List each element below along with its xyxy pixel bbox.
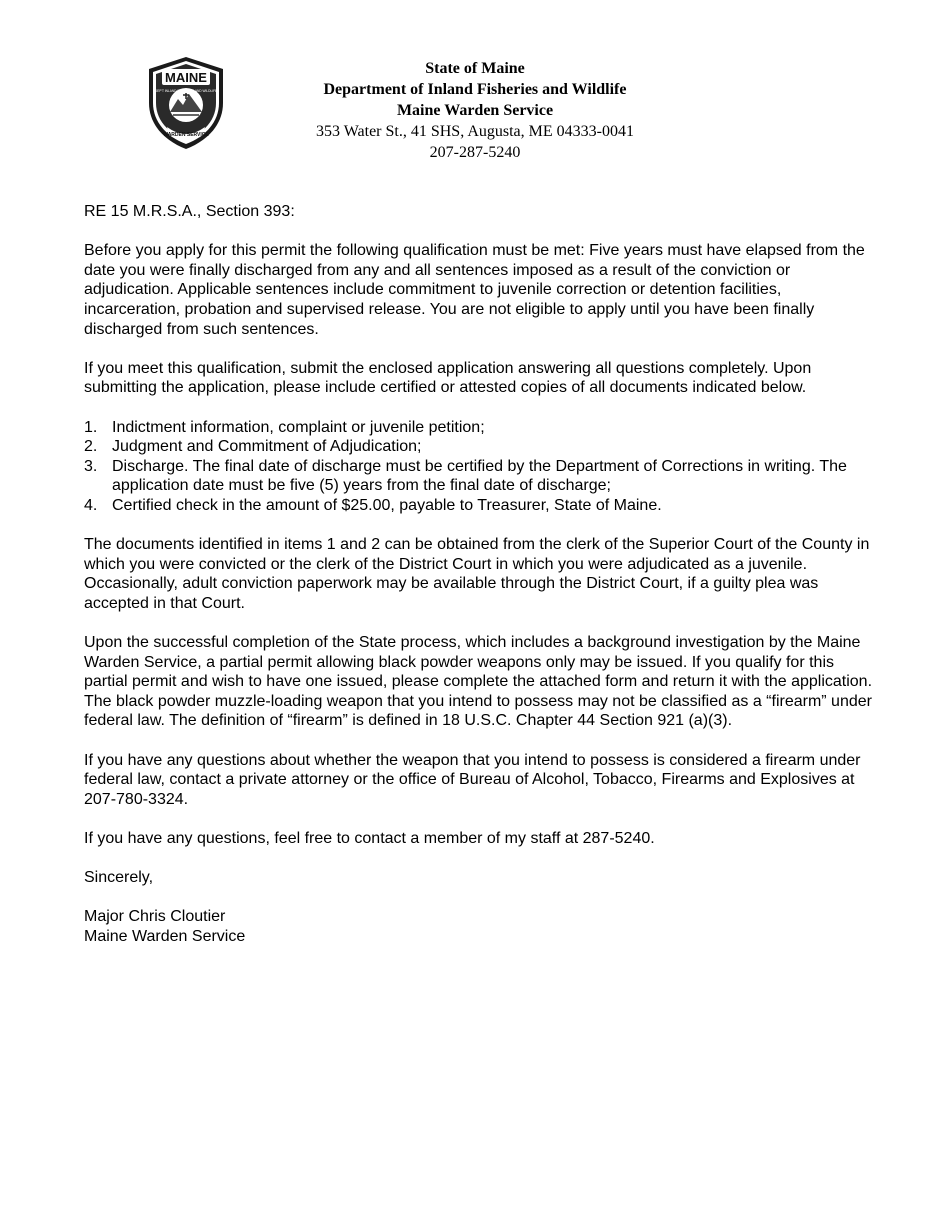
letterhead-service: Maine Warden Service <box>396 102 554 119</box>
paragraph-documents-source: The documents identified in items 1 and 2 can be obtained from the clerk of the Superior Court of the County in which you were convicted or the clerk of the District Court in which you were adjudicated as a juvenile. Occasionally, adult conviction paperwork may be available through the District Court, if a guilty plea was accepted in that Court. <box>84 536 870 612</box>
svg-text:DEP'T INLAND FISHERIES AND WIL: DEP'T INLAND FISHERIES AND WILDLIFE <box>154 89 218 93</box>
list-item: 4. Certified check in the amount of $25.00, payable to Treasurer, State of Maine. <box>84 496 662 514</box>
list-item: 1. Indictment information, complaint or juvenile petition; <box>84 418 485 436</box>
letterhead-address: 353 Water St., 41 SHS, Augusta, ME 04333-0041 <box>316 123 634 140</box>
signer-name: Major Chris Cloutier <box>84 908 226 926</box>
letterhead-department: Department of Inland Fisheries and Wildlife <box>323 81 627 98</box>
re-line: RE 15 M.R.S.A., Section 393: <box>84 203 295 220</box>
letter-body <box>84 202 874 947</box>
closing: Sincerely, <box>84 869 154 887</box>
letterhead <box>280 58 670 163</box>
paragraph-qualification: Before you apply for this permit the following qualification must be met: Five years must have elapsed from the date you were finally discharged from any and all sentences imposed as a result of the conviction or adjudication. Applicable sentences include commitment to juvenile correction or detention facilities, incarceration, probation and supervised release. You are not eligible to apply until you have been finally discharged from such sentences. <box>84 242 865 338</box>
svg-text:WARDEN SERVICE: WARDEN SERVICE <box>163 132 209 138</box>
letterhead-phone: 207-287-5240 <box>429 144 521 161</box>
paragraph-submit: If you meet this qualification, submit the enclosed application answering all questions completely. Upon submitting the application, please include certified or attested copies of all documents indicated below. <box>84 359 812 397</box>
svg-text:MAINE: MAINE <box>165 70 207 85</box>
signature-block <box>84 907 874 946</box>
paragraph-federal-law: If you have any questions about whether the weapon that you intend to possess is considered a firearm under federal law, contact a private attorney or the office of Bureau of Alcohol, Tobacco, Firearms and Explosives at 207-780-3324. <box>84 751 861 808</box>
letterhead-state: State of Maine <box>425 60 525 77</box>
list-item: 3. Discharge. The final date of discharge must be certified by the Department of Corrections in writing. The application date must be five (5) years from the final date of discharge; <box>84 457 847 495</box>
list-item: 2. Judgment and Commitment of Adjudication; <box>84 438 422 456</box>
required-documents-list <box>84 418 874 516</box>
signer-organization: Maine Warden Service <box>84 927 246 945</box>
warden-badge-logo <box>145 55 227 151</box>
paragraph-contact: If you have any questions, feel free to contact a member of my staff at 287-5240. <box>84 830 655 847</box>
paragraph-partial-permit: Upon the successful completion of the State process, which includes a background investigation by the Maine Warden Service, a partial permit allowing black powder weapons only may be issued. If you qualify for this partial permit and wish to have one issued, please complete the attached form and return it with the application. The black powder muzzle-loading weapon that you intend to possess may not be classified as a “firearm” under federal law. The definition of “firearm” is defined in 18 U.S.C. Chapter 44 Section 921 (a)(3). <box>84 634 873 730</box>
